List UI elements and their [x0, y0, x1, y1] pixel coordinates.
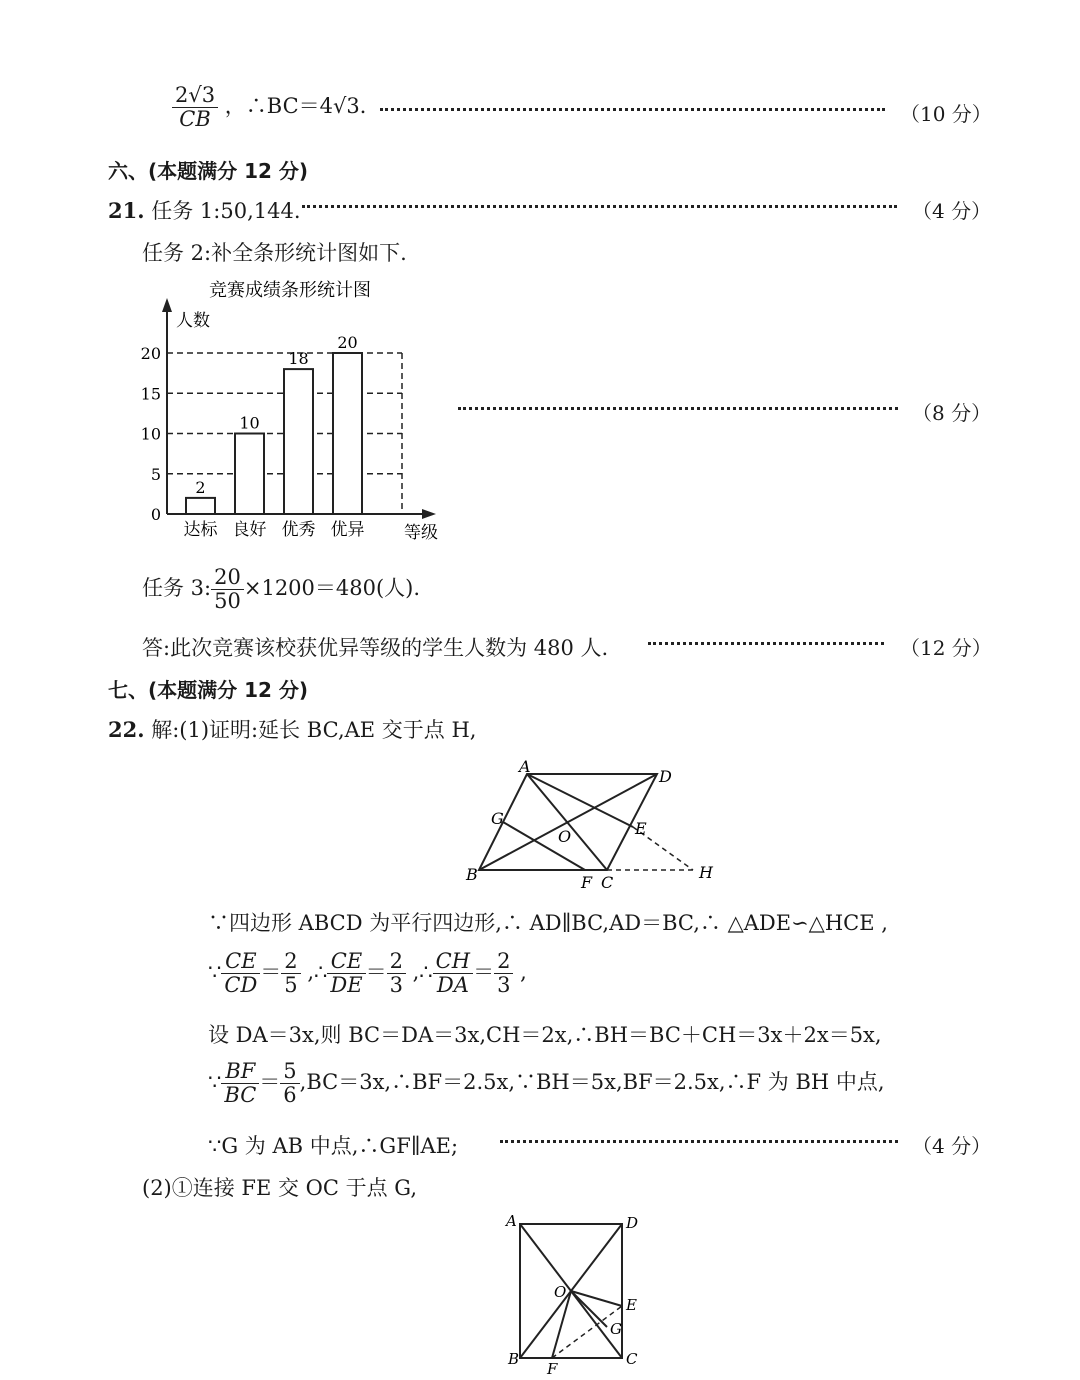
bar-value-label: 10 [239, 413, 260, 433]
label-c: C [626, 1350, 638, 1368]
fraction-denominator: DA [436, 973, 469, 998]
y-axis-arrow [162, 298, 172, 312]
fraction-denominator: 3 [497, 973, 511, 998]
dot-leader [302, 205, 897, 208]
bar-value-label: 2 [195, 477, 206, 497]
chart-title: 竞赛成绩条形统计图 [209, 280, 371, 301]
task3-prefix: 任务 3: [142, 576, 212, 601]
bar-1 [186, 498, 215, 514]
bar-2 [235, 434, 264, 515]
proof-line-4-text: ,BC＝3x,∴BF＝2.5x,∵BH＝5x,BF＝2.5x,∴F 为 BH 中点, [299, 1070, 885, 1095]
part2-text: (2)①连接 FE 交 OC 于点 G, [142, 1176, 418, 1200]
parallelogram-figure [455, 752, 725, 892]
proof-line-3: 设 DA＝3x,则 BC＝DA＝3x,CH＝2x,∴BH＝BC＋CH＝3x＋2x＝5x, [208, 1023, 882, 1047]
bar-value-label: 20 [337, 333, 358, 352]
fraction-2-5 [281, 950, 300, 997]
label-b: B [466, 865, 478, 884]
label-c: C [601, 873, 614, 892]
question-number: 22. [108, 717, 145, 742]
fraction-denominator: 3 [389, 973, 403, 998]
segment-of [552, 1291, 571, 1358]
proof-line-2 [208, 950, 527, 997]
score-label: （10 分） [900, 102, 992, 126]
task3-line [142, 566, 420, 613]
task3-suffix: ×1200＝480(人). [243, 576, 421, 601]
score-label: （4 分） [912, 199, 992, 223]
therefore-text: ,∴ [412, 960, 433, 985]
proof-line-5: ∵G 为 AB 中点,∴GF∥AE; [208, 1134, 459, 1158]
fraction-denominator: 6 [283, 1083, 297, 1108]
dot-leader [500, 1140, 898, 1143]
fraction-ce-cd [221, 950, 260, 997]
top-fraction-denominator: CB [179, 107, 211, 132]
label-h: H [699, 863, 713, 882]
top-fraction [172, 84, 218, 131]
label-f: F [547, 1360, 558, 1378]
proof-line-1: ∵四边形 ABCD 为平行四边形,∴ AD∥BC,AD＝BC,∴ △ADE∽△HCE , [208, 911, 888, 935]
label-e: E [626, 1296, 637, 1314]
fraction-numerator: CE [221, 950, 260, 974]
label-o: O [558, 827, 572, 846]
fraction-5-6 [280, 1060, 299, 1107]
fraction-2-3 [494, 950, 513, 997]
dot-leader [458, 407, 898, 410]
fraction-2-3 [387, 950, 406, 997]
label-d: D [659, 767, 672, 786]
bar-chart [130, 270, 460, 550]
proof-line-4 [208, 1060, 885, 1107]
fraction-numerator: 5 [280, 1060, 299, 1084]
fraction-denominator: CD [224, 973, 258, 998]
category-label: 优异 [330, 520, 365, 540]
y-tick-label: 0 [150, 505, 161, 524]
fraction-ce-de [327, 950, 365, 997]
y-tick-label: 20 [140, 344, 161, 363]
label-g: G [610, 1320, 622, 1338]
category-label: 优秀 [281, 520, 316, 540]
bar-value-label: 18 [288, 349, 309, 369]
y-axis-label: 人数 [176, 311, 210, 331]
bar-4 [333, 353, 362, 514]
category-label: 达标 [183, 520, 218, 540]
x-axis-label: 等级 [404, 523, 438, 543]
answer-text: 答:此次竞赛该校获优异等级的学生人数为 480 人. [142, 636, 609, 660]
fraction-denominator: 5 [284, 973, 298, 998]
equals-sign: ＝ [365, 960, 387, 985]
task2-text: 任务 2:补全条形统计图如下. [142, 241, 407, 265]
dot-leader [380, 108, 885, 111]
therefore-text: ,∴ [307, 960, 328, 985]
y-tick-label: 5 [150, 464, 161, 484]
fraction-numerator: BF [221, 1060, 259, 1084]
dot-leader [648, 642, 884, 645]
because-symbol: ∵ [208, 1070, 222, 1095]
fraction-numerator: CH [433, 950, 473, 974]
equals-sign: ＝ [260, 960, 282, 985]
fraction-denominator: BC [224, 1083, 257, 1108]
fraction-numerator: 2 [494, 950, 513, 974]
label-a: A [506, 1212, 517, 1230]
q21-task1 [108, 195, 301, 225]
score-label: （8 分） [912, 401, 992, 425]
fraction-numerator: 2 [387, 950, 406, 974]
because-symbol: ∵ [208, 960, 222, 985]
y-tick-label: 15 [140, 384, 161, 404]
fraction-numerator: CE [327, 950, 365, 974]
task3-fraction-numerator: 20 [211, 566, 244, 590]
label-e: E [635, 819, 647, 838]
rectangle-figure [500, 1206, 650, 1378]
bar-3 [284, 369, 313, 514]
fraction-numerator: 2 [281, 950, 300, 974]
label-g: G [491, 809, 504, 828]
fraction-bf-bc [221, 1060, 259, 1107]
equals-sign: ＝ [473, 960, 495, 985]
top-fraction-line [172, 84, 381, 131]
y-tick-label: 10 [140, 424, 161, 444]
label-a: A [519, 757, 531, 776]
section-heading: 六、(本题满分 12 分) [108, 159, 309, 183]
label-d: D [626, 1214, 639, 1232]
task3-fraction [211, 566, 244, 613]
top-fraction-numerator: 2√3 [172, 84, 218, 108]
segment-ae [527, 774, 633, 827]
task3-fraction-denominator: 50 [214, 589, 241, 614]
task1-text: 任务 1:50,144. [151, 199, 301, 223]
label-f: F [581, 873, 593, 892]
label-o: O [554, 1283, 567, 1301]
q22-intro-text: 解:(1)证明:延长 BC,AE 交于点 H, [151, 718, 477, 742]
comma: , [520, 960, 527, 985]
category-label: 良好 [232, 520, 267, 540]
label-b: B [508, 1350, 520, 1368]
question-number: 21. [108, 198, 145, 223]
diagonal-bd [479, 774, 657, 870]
fraction-ch-da [433, 950, 473, 997]
section-heading: 七、(本题满分 12 分) [108, 678, 309, 702]
score-label: （12 分） [900, 636, 992, 660]
q22-intro [108, 714, 476, 744]
top-result-text: ，∴BC＝4√3． [224, 94, 381, 119]
equals-sign: ＝ [259, 1070, 281, 1095]
fraction-denominator: DE [330, 973, 363, 998]
x-axis-arrow [422, 509, 436, 519]
score-label: （4 分） [912, 1134, 992, 1158]
